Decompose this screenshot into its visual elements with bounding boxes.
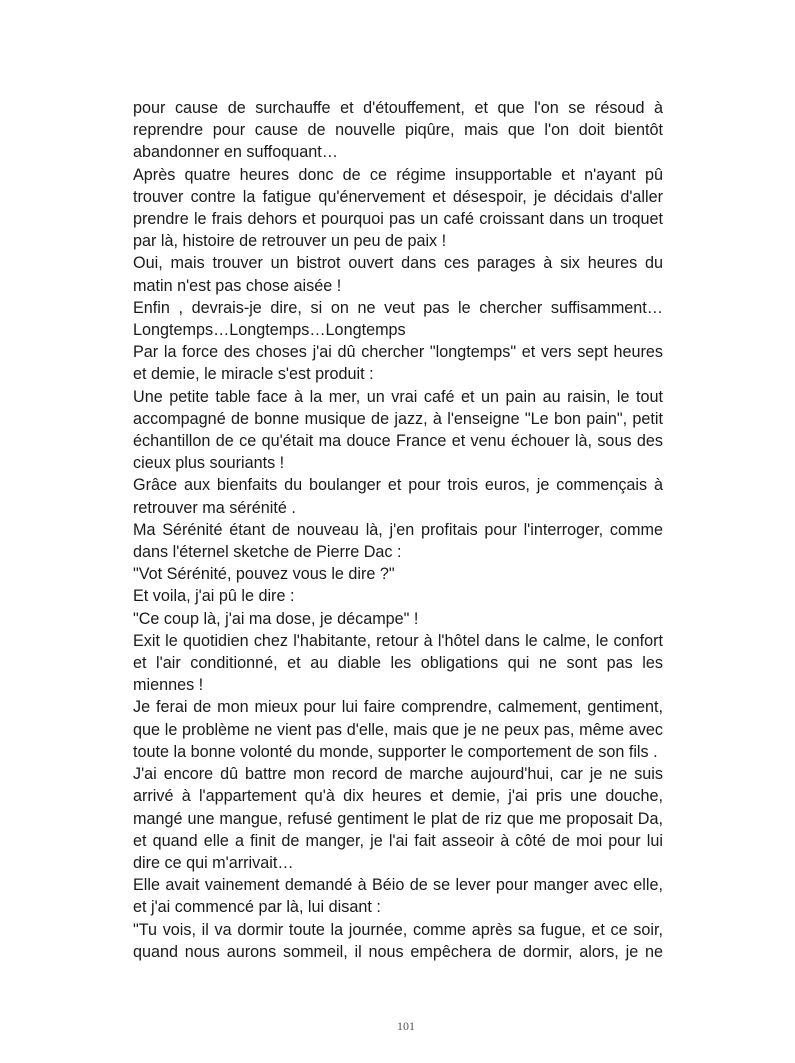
paragraph: Oui, mais trouver un bistrot ouvert dans ces parages à six heures du matin n'est pas chose aisée ! (133, 254, 663, 295)
paragraph: pour cause de surchauffe et d'étouffement, et que l'on se résoud à reprendre pour cause de nouvelle piqûre, mais que l'on doit bientôt abandonner en suffoquant… (133, 99, 663, 162)
paragraph: Après quatre heures donc de ce régime insupportable et n'ayant pû trouver contre la fatigue qu'énervement et désespoir, je décidais d'aller prendre le frais dehors et pourquoi pas un café croissant dans un troquet par là, histoire de retrouver un peu de paix ! (133, 165, 663, 251)
paragraph: "Vot Sérénité, pouvez vous le dire ?" (133, 565, 395, 584)
paragraph: Grâce aux bienfaits du boulanger et pour trois euros, je commençais à retrouver ma sérénité . (133, 476, 663, 517)
paragraph-continued: "Tu vois, il va dormir toute la journée, comme après sa fugue, et ce soir, quand nous aurons sommeil, il nous empêchera de dormir, alors, je ne (133, 920, 663, 961)
body-text (133, 97, 663, 963)
paragraph: Elle avait vainement demandé à Béio de se lever pour manger avec elle, et j'ai commencé par là, lui disant : (133, 876, 663, 917)
page-number: 101 (397, 1019, 415, 1033)
paragraph: "Ce coup là, j'ai ma dose, je décampe" ! (133, 609, 419, 628)
paragraph: Exit le quotidien chez l'habitante, retour à l'hôtel dans le calme, le confort et l'air conditionné, et au diable les obligations qui ne sont pas les miennes ! (133, 631, 663, 695)
paragraph: J'ai encore dû battre mon record de marche aujourd'hui, car je ne suis arrivé à l'appartement qu'à dix heures et demie, j'ai pris une douche, mangé une mangue, refusé gentiment le plat de riz que me proposait Da, et quand elle a finit de manger, je l'ai fait asseoir à côté de moi pour lui dire ce qui m'arrivait… (133, 765, 663, 872)
paragraph: Par la force des choses j'ai dû chercher "longtemps" et vers sept heures et demie, le miracle s'est produit : (133, 343, 663, 384)
paragraph: Ma Sérénité étant de nouveau là, j'en profitais pour l'interroger, comme dans l'éternel sketche de Pierre Dac : (133, 520, 663, 562)
paragraph: Et voila, j'ai pû le dire : (133, 587, 295, 606)
paragraph: Enfin , devrais-je dire, si on ne veut pas le chercher suffisamment… Longtemps…Longtemps…Longtemps (133, 298, 663, 340)
paragraph: Je ferai de mon mieux pour lui faire comprendre, calmement, gentiment, que le problème ne vient pas d'elle, mais que je ne peux pas, même avec toute la bonne volonté du monde, supporter le comportement de son fils . (133, 698, 663, 761)
paragraph: Une petite table face à la mer, un vrai café et un pain au raisin, le tout accompagné de bonne musique de jazz, à l'enseigne "Le bon pain", petit échantillon de ce qu'était ma douce France et venu échouer là, sous des cieux plus souriants ! (133, 387, 663, 473)
